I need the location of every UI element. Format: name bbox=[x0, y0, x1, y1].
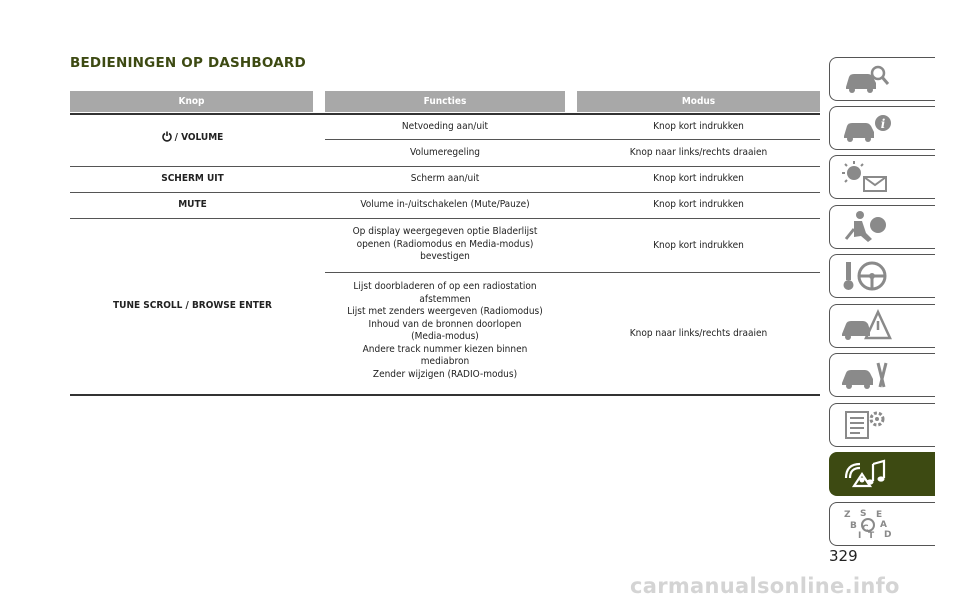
modus-cell: Knop kort indrukken bbox=[653, 199, 744, 210]
functie-cell: Volume in-/uitschakelen (Mute/Pauze) bbox=[360, 199, 530, 210]
svg-text:Z: Z bbox=[844, 510, 851, 520]
power-icon bbox=[162, 131, 172, 147]
table-rule bbox=[70, 218, 820, 219]
svg-text:S: S bbox=[860, 509, 867, 519]
tab-warning-lights[interactable] bbox=[829, 155, 935, 199]
header-functies: Functies bbox=[325, 91, 565, 112]
functie-line: mediabron bbox=[420, 356, 470, 367]
knop-tune-scroll: TUNE SCROLL / BROWSE ENTER bbox=[113, 300, 272, 311]
functie-line: Zender wijzigen (RADIO-modus) bbox=[372, 368, 518, 380]
tab-car-info[interactable] bbox=[829, 106, 935, 150]
svg-text:i: i bbox=[880, 117, 886, 131]
table-rule bbox=[325, 272, 820, 273]
functie-cell-multiline bbox=[325, 281, 565, 381]
alphabetical-index-icon bbox=[840, 506, 892, 542]
svg-text:I: I bbox=[858, 531, 862, 541]
warning-light-message-icon bbox=[840, 159, 892, 195]
header-modus: Modus bbox=[577, 91, 820, 112]
modus-cell: Knop kort indrukken bbox=[653, 240, 744, 251]
tab-starting-driving[interactable] bbox=[829, 254, 935, 298]
watermark: carmanualsonline.info bbox=[630, 574, 900, 598]
tab-car-search[interactable] bbox=[829, 57, 935, 101]
car-wrench-icon bbox=[840, 357, 892, 393]
functie-line: afstemmen bbox=[419, 293, 471, 305]
svg-text:C: C bbox=[862, 524, 869, 534]
functie-cell-multiline bbox=[325, 226, 565, 264]
page-number: 329 bbox=[829, 547, 858, 565]
table-rule bbox=[70, 192, 820, 193]
functie-cell: Volumeregeling bbox=[409, 147, 481, 158]
functie-line: Lijst doorbladeren of op een radiostation bbox=[353, 281, 537, 292]
functie-line: Lijst met zenders weergeven (Radiomodus) bbox=[347, 306, 543, 317]
key-steering-wheel-icon bbox=[840, 258, 892, 294]
section-title: BEDIENINGEN OP DASHBOARD bbox=[70, 55, 306, 71]
functie-line: openen (Radiomodus en Media-modus) bbox=[356, 238, 534, 250]
tab-index[interactable] bbox=[829, 502, 935, 546]
table-rule bbox=[70, 166, 820, 167]
tab-technical-data[interactable] bbox=[829, 403, 935, 447]
header-knop: Knop bbox=[70, 91, 313, 112]
functie-line: Inhoud van de bronnen doorlopen bbox=[368, 318, 522, 330]
tab-maintenance[interactable] bbox=[829, 353, 935, 397]
functie-line: bevestigen bbox=[420, 251, 470, 262]
knop-label: / VOLUME bbox=[174, 132, 224, 143]
functie-line: (Media-modus) bbox=[411, 331, 479, 342]
modus-cell: Knop kort indrukken bbox=[653, 121, 744, 132]
functie-cell: Scherm aan/uit bbox=[410, 173, 480, 184]
modus-cell: Knop naar links/rechts draaien bbox=[629, 328, 768, 339]
tab-emergency[interactable] bbox=[829, 304, 935, 348]
svg-text:A: A bbox=[880, 520, 887, 530]
table-rule bbox=[70, 113, 820, 115]
table-rule bbox=[325, 139, 820, 140]
car-accident-warning-icon bbox=[840, 308, 892, 344]
tab-safety[interactable] bbox=[829, 205, 935, 249]
functie-cell: Netvoeding aan/uit bbox=[401, 121, 489, 132]
car-info-icon bbox=[840, 110, 892, 146]
functie-line: Andere track nummer kiezen binnen bbox=[362, 343, 528, 355]
svg-text:E: E bbox=[876, 510, 883, 520]
technical-data-gear-icon bbox=[840, 407, 892, 443]
functie-line: Op display weergegeven optie Bladerlijst bbox=[352, 226, 538, 237]
knop-mute: MUTE bbox=[178, 199, 207, 210]
svg-text:D: D bbox=[884, 530, 892, 540]
modus-cell: Knop naar links/rechts draaien bbox=[629, 147, 768, 158]
multimedia-music-icon bbox=[840, 456, 892, 492]
car-search-icon bbox=[840, 61, 892, 97]
table-rule bbox=[70, 394, 820, 396]
svg-text:B: B bbox=[850, 521, 857, 531]
svg-text:T: T bbox=[868, 531, 875, 541]
modus-cell: Knop kort indrukken bbox=[653, 173, 744, 184]
knop-scherm-uit: SCHERM UIT bbox=[161, 173, 224, 184]
seat-airbag-icon bbox=[840, 209, 892, 245]
knop-volume bbox=[70, 131, 315, 147]
tab-multimedia[interactable] bbox=[829, 452, 935, 496]
